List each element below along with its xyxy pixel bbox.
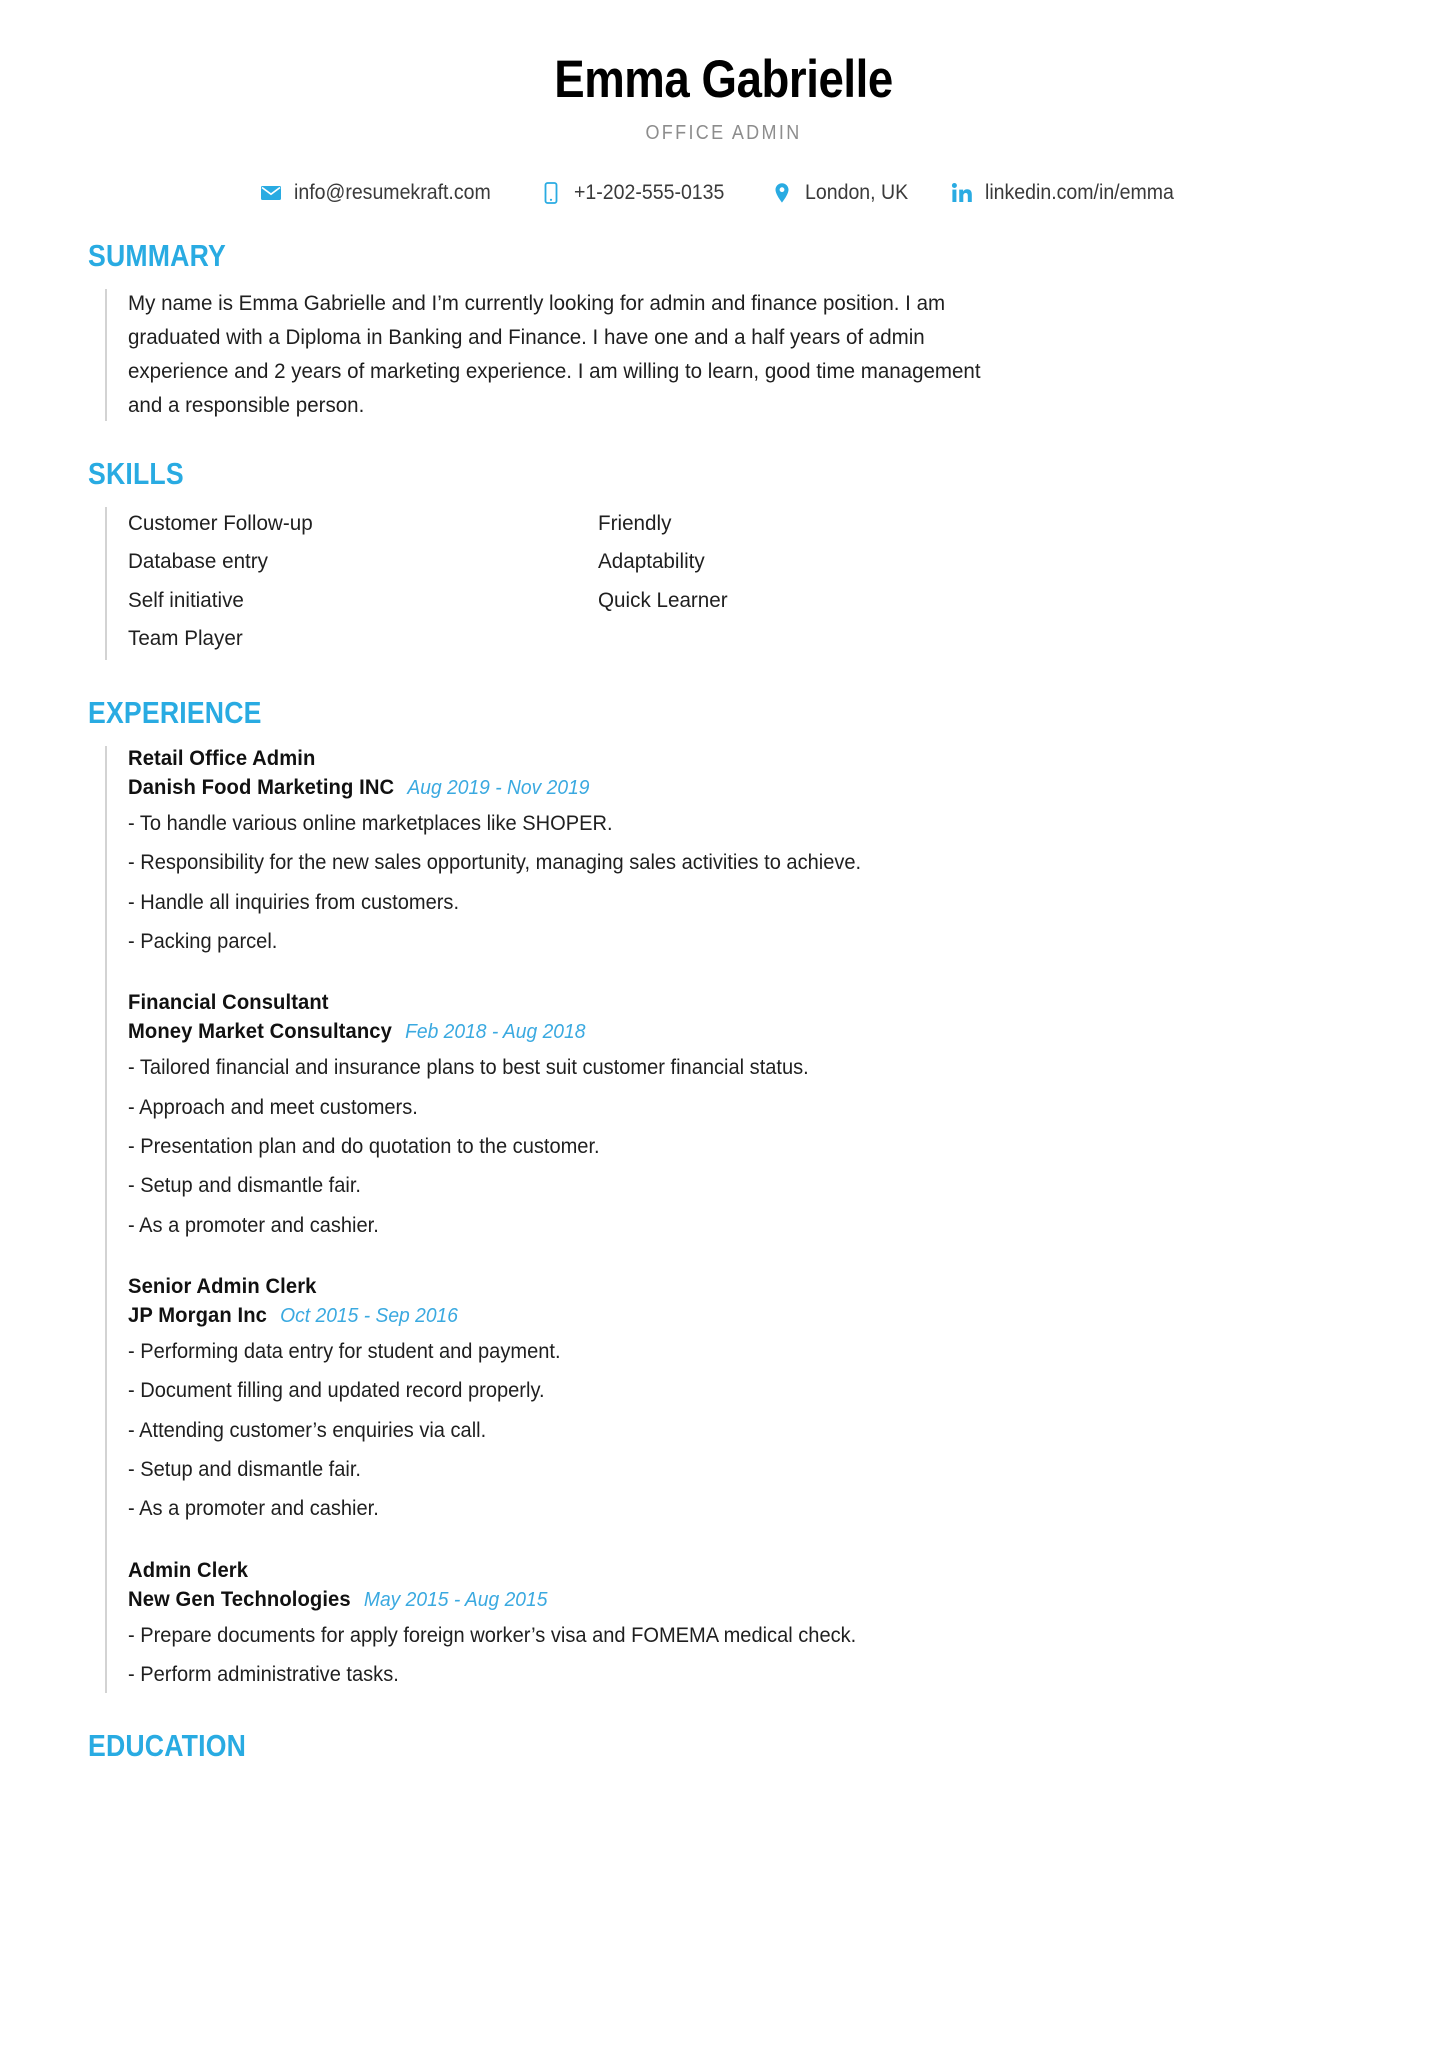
contact-email-text: info@resumekraft.com: [293, 180, 491, 204]
skill-item: Database entry: [128, 549, 268, 574]
job-bullet: - Perform administrative tasks.: [128, 1663, 399, 1687]
page-bottom-spacer: [0, 1764, 1447, 1772]
phone-icon: [539, 181, 563, 205]
job-company-row: [128, 1017, 1368, 1046]
job-bullet: - Attending customer’s enquiries via call.: [128, 1418, 487, 1442]
envelope-icon: [259, 181, 283, 205]
section-education: [0, 1729, 1447, 1763]
summary-section-title: SUMMARY: [88, 237, 226, 273]
job-dates: Feb 2018 - Aug 2018: [405, 1020, 586, 1044]
job-bullet: - Performing data entry for student and payment.: [128, 1339, 561, 1363]
job-title: Financial Consultant: [128, 990, 329, 1015]
job-bullet: - Packing parcel.: [128, 929, 278, 953]
section-summary: [0, 239, 1447, 423]
skills-section-title: SKILLS: [88, 455, 184, 491]
skill-item: Team Player: [128, 626, 243, 651]
education-section-title: EDUCATION: [88, 1728, 247, 1764]
job-title: Admin Clerk: [128, 1557, 249, 1582]
contact-phone[interactable]: [539, 181, 736, 205]
job-company-row: [128, 1301, 1368, 1330]
skill-item: Quick Learner: [598, 587, 728, 612]
job-company: Danish Food Marketing INC: [128, 774, 395, 799]
job-bullet: - Approach and meet customers.: [128, 1095, 418, 1119]
job-bullet: - Handle all inquiries from customers.: [128, 890, 460, 914]
candidate-role: OFFICE ADMIN: [645, 121, 802, 144]
skill-item: Self initiative: [128, 587, 244, 612]
contact-linkedin-text: linkedin.com/in/emma: [985, 180, 1174, 204]
experience-entry: [128, 1556, 1447, 1696]
skills-column-left: [128, 508, 598, 662]
job-dates: May 2015 - Aug 2015: [363, 1587, 548, 1611]
contact-email[interactable]: [259, 181, 506, 205]
job-bullet: - Setup and dismantle fair.: [128, 1174, 362, 1198]
job-company: New Gen Technologies: [128, 1586, 351, 1611]
job-bullet: - As a promoter and cashier.: [128, 1213, 379, 1237]
summary-body: [105, 287, 1447, 423]
location-pin-icon: [770, 181, 794, 205]
job-title: Retail Office Admin: [128, 745, 316, 770]
experience-entry: [128, 1272, 1447, 1530]
job-bullet: - To handle various online marketplaces like SHOPER.: [128, 811, 613, 835]
contact-location[interactable]: [770, 181, 916, 205]
job-company-row: [128, 773, 1368, 802]
job-company: JP Morgan Inc: [128, 1302, 267, 1327]
experience-body: [105, 744, 1447, 1696]
job-bullet: - Tailored financial and insurance plans to best suit customer financial status.: [128, 1056, 809, 1080]
skills-column-right: [598, 508, 1068, 662]
experience-section-title: EXPERIENCE: [88, 694, 262, 730]
job-dates: Aug 2019 - Nov 2019: [407, 775, 590, 799]
contact-linkedin[interactable]: [950, 181, 1188, 205]
experience-entry: [128, 988, 1447, 1246]
summary-text: My name is Emma Gabrielle and I’m currently looking for admin and finance position. I am graduated with a Diploma in Banking and Finance. I have one and a half years of admin experience and 2 years of marketing experience. I am willing to learn, good time management and a responsible person.: [128, 290, 981, 417]
skill-item: Customer Follow-up: [128, 510, 313, 535]
job-company: Money Market Consultancy: [128, 1019, 392, 1044]
job-bullet: - Document filling and updated record properly.: [128, 1379, 545, 1403]
job-bullet: - Prepare documents for apply foreign worker’s visa and FOMEMA medical check.: [128, 1623, 857, 1647]
job-title: Senior Admin Clerk: [128, 1273, 317, 1298]
linkedin-icon: [950, 181, 974, 205]
section-skills: [0, 457, 1447, 662]
skills-grid: [128, 505, 1447, 662]
experience-entry: [128, 744, 1447, 962]
job-dates: Oct 2015 - Sep 2016: [280, 1303, 458, 1327]
contact-row: [0, 181, 1447, 205]
section-experience: [0, 696, 1447, 1696]
job-company-row: [128, 1585, 1368, 1614]
contact-phone-text: +1-202-555-0135: [574, 180, 725, 204]
job-bullet: - Setup and dismantle fair.: [128, 1458, 362, 1482]
skill-item: Adaptability: [598, 549, 705, 574]
job-bullet: - Responsibility for the new sales opportunity, managing sales activities to achieve.: [128, 851, 862, 875]
job-bullet: - As a promoter and cashier.: [128, 1497, 379, 1521]
contact-location-text: London, UK: [805, 180, 909, 204]
job-bullet: - Presentation plan and do quotation to the customer.: [128, 1134, 600, 1158]
skill-item: Friendly: [598, 510, 672, 535]
resume-header: [0, 0, 1447, 145]
candidate-name: Emma Gabrielle: [554, 50, 893, 109]
skills-body: [105, 505, 1447, 662]
